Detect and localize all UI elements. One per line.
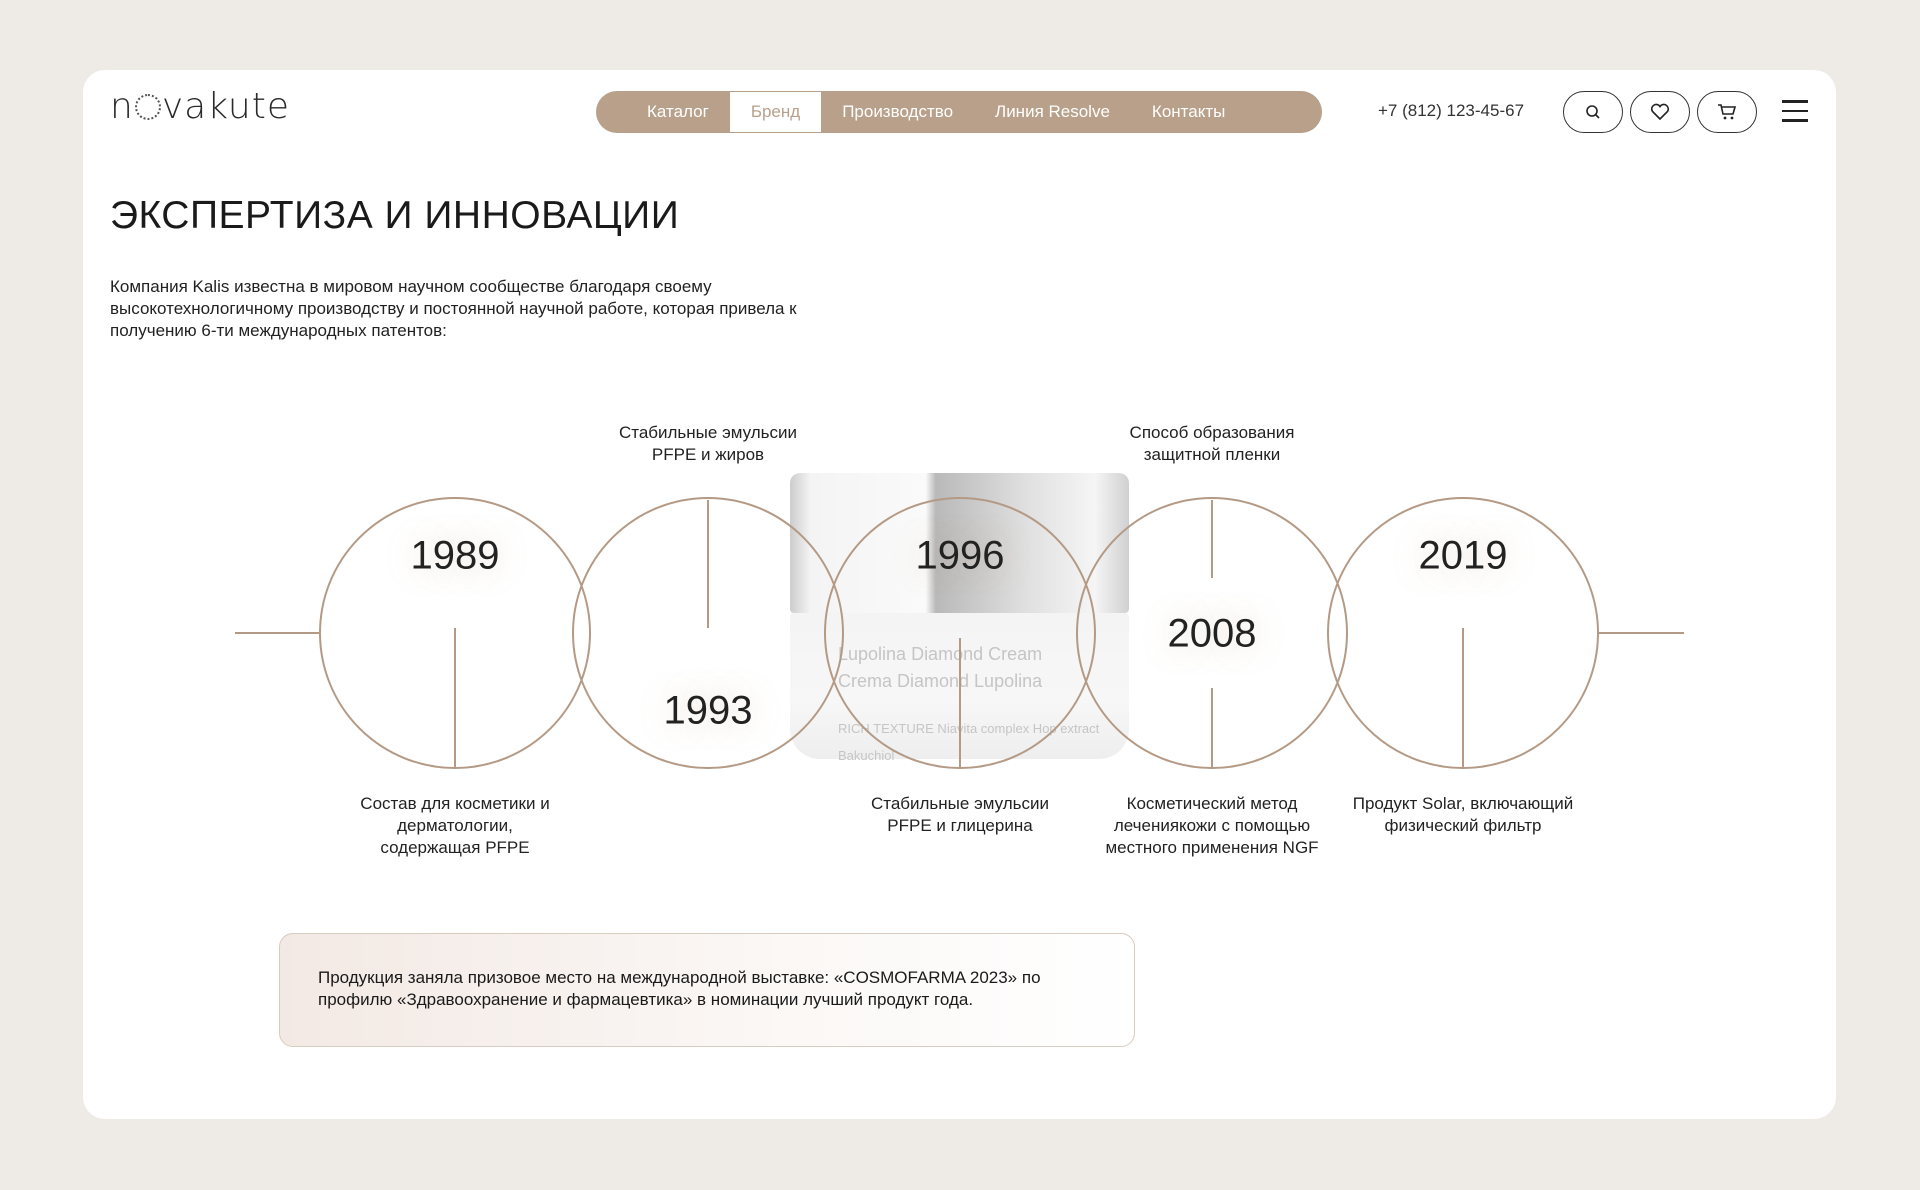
nav-production[interactable]: Производство: [842, 102, 954, 121]
patent-label: Продукт Solar, включающий физический фильтр: [1352, 794, 1574, 835]
award-text: Продукция заняла призовое место на международной выставке: «COSMOFARMA 2023» по профилю «Здравоохранение и фармацевтика» в номинации лучший продукт года.: [318, 968, 1041, 1009]
nav-contacts[interactable]: Контакты: [1151, 102, 1226, 121]
intro-text: Компания Kalis известна в мировом научном сообществе благодаря своему высокотехнологичному производству и постоянной научной работе, которая привела к получению 6-ти международных патентов:: [110, 277, 797, 340]
patent-label: Стабильные эмульсии PFPE и глицерина: [870, 794, 1050, 835]
award-box: [279, 933, 1135, 1047]
year-1996: 1996: [915, 533, 1005, 578]
year-1993: 1993: [663, 688, 753, 733]
patent-label: Стабильные эмульсии PFPE и жиров: [618, 423, 798, 464]
year-2019: 2019: [1418, 533, 1508, 578]
phone-link[interactable]: +7 (812) 123-45-67: [1378, 101, 1525, 120]
nav-brand[interactable]: Бренд: [730, 92, 821, 132]
page-title: ЭКСПЕРТИЗА И ИННОВАЦИИ: [110, 194, 680, 237]
patent-label: Состав для косметики и дерматологии, содержащая PFPE: [360, 794, 550, 857]
product-label-2: Crema Diamond Lupolina: [838, 671, 1043, 691]
nav-catalog[interactable]: Каталог: [647, 102, 709, 121]
nav-resolve[interactable]: Линия Resolve: [995, 102, 1110, 121]
year-2008: 2008: [1167, 611, 1257, 656]
year-1989: 1989: [410, 533, 500, 578]
product-label: Lupolina Diamond Cream: [838, 644, 1043, 664]
patent-label: Способ образования защитной пленки: [1129, 423, 1295, 464]
patent-label: Косметический метод лечениякожи с помощью местного применения NGF: [1105, 794, 1319, 857]
logo[interactable]: n vakute: [110, 86, 291, 127]
product-badges: RICH TEXTURE Niavita complex Hop extract Bakuchiol: [838, 721, 1100, 763]
